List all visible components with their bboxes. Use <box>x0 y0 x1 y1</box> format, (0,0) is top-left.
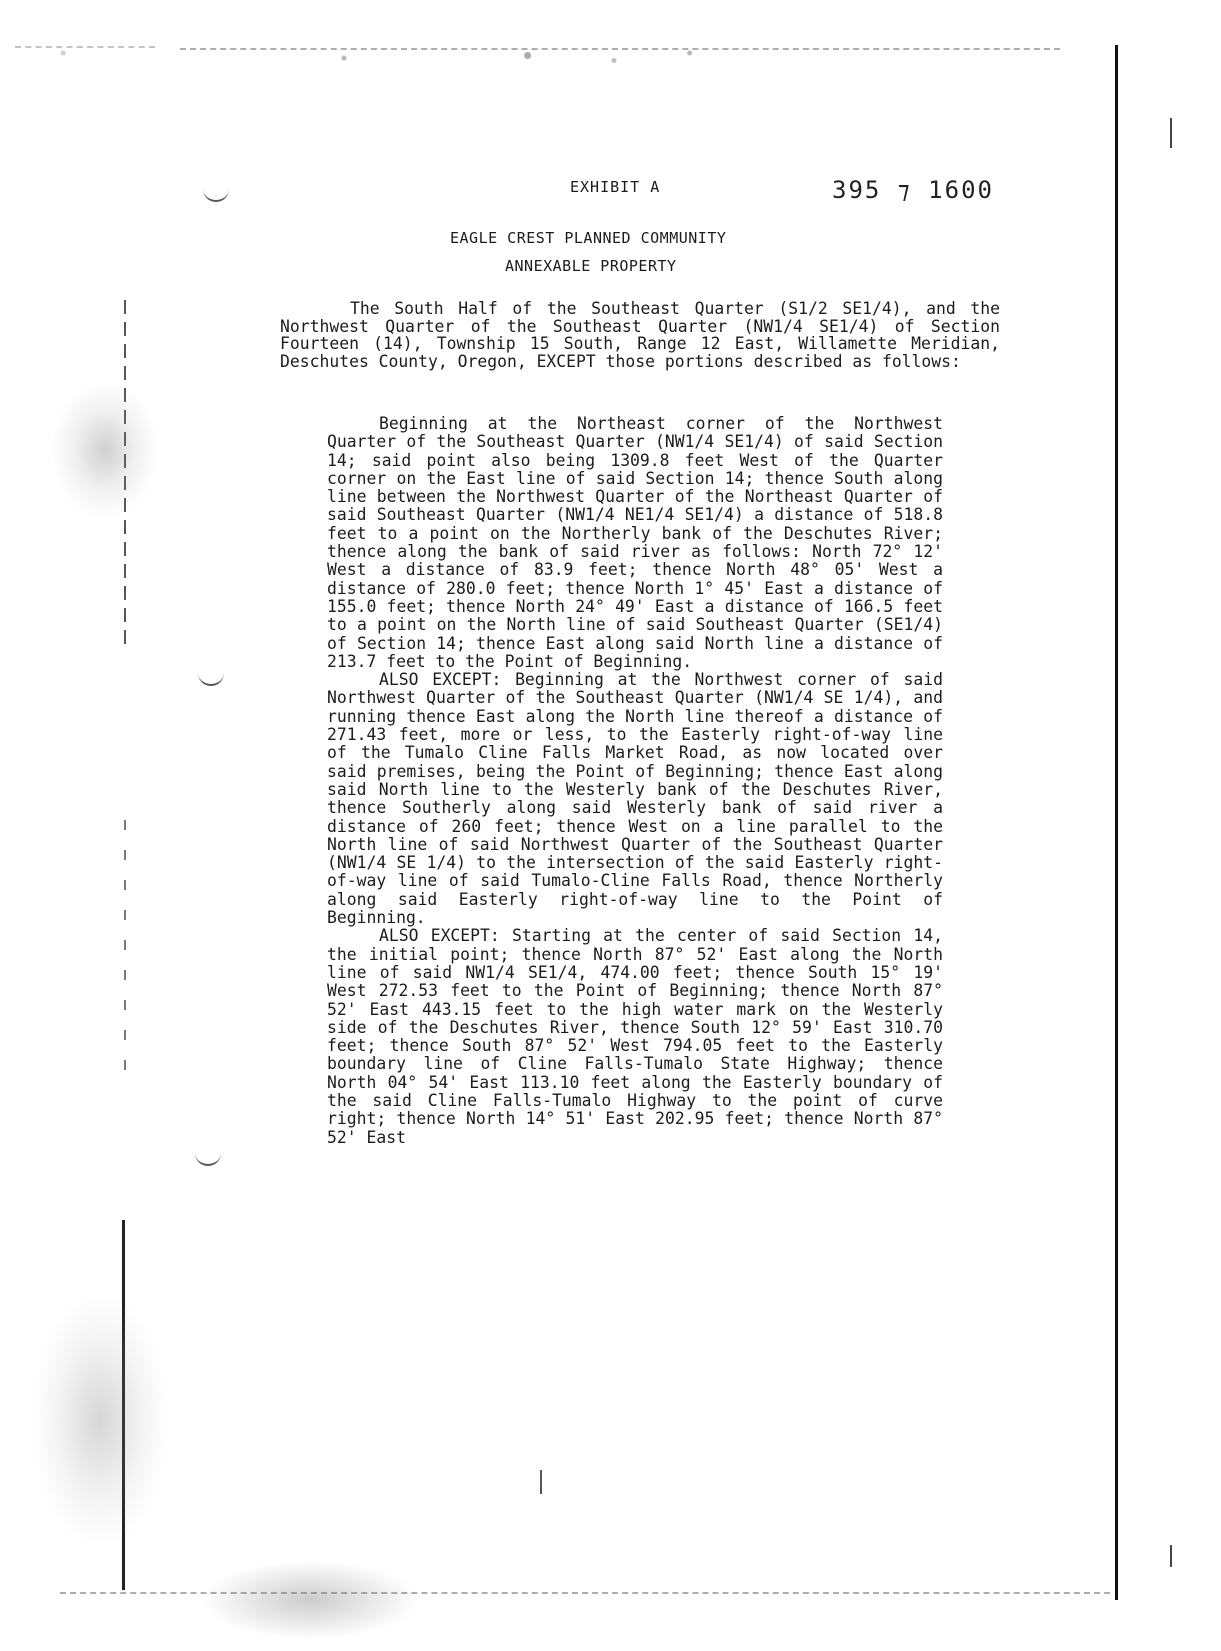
scan-edge-line-top <box>180 48 1060 50</box>
exhibit-label: EXHIBIT A <box>570 178 661 196</box>
scan-smudge <box>30 1290 170 1550</box>
document-subtitle: ANNEXABLE PROPERTY <box>505 257 677 275</box>
scan-mark <box>540 1470 542 1494</box>
binder-hole-mark <box>198 668 224 686</box>
page-edge-right <box>1115 45 1118 1600</box>
scan-noise-top <box>20 38 1100 88</box>
binder-hole-mark <box>203 184 229 202</box>
exceptions-block <box>327 415 943 1147</box>
scan-edge-line-left <box>15 46 155 48</box>
binder-hole-mark <box>195 1148 221 1166</box>
exception-paragraph: Beginning at the Northeast corner of the Northwest Quarter of the Southeast Quarter (NW1/4 SE1/4) of said Section 14; said point also being 1309.8 feet West of the Quarter corner on the East line of said Section 14; thence South along line between the Northwest Quarter of the Northeast Quarter of said Southeast Quarter (NW1/4 NE1/4 SE1/4) a distance of 518.8 feet to a point on the Northerly bank of the Deschutes River; thence along the bank of said river as follows: North 72° 12' West a distance of 83.9 feet; thence North 48° 05' West a distance of 280.0 feet; thence North 1° 45' East a distance of 155.0 feet; thence North 24° 49' East a distance of 166.5 feet to a point on the North line of said Southeast Quarter (SE1/4) of Section 14; thence East along said North line a distance of 213.7 feet to the Point of Beginning. <box>327 414 943 671</box>
recording-page-number: 395 ⁊ 1600 <box>832 176 994 204</box>
exception-paragraph: ALSO EXCEPT: Beginning at the Northwest corner of said Northwest Quarter of the Southeast Quarter (NW1/4 SE 1/4), and running thence East along the North line thereof a distance of 271.43 feet, more or less, to the Easterly right-of-way line of the Tumalo Cline Falls Market Road, as now located over said premises, being the Point of Beginning; thence East along said North line to the Westerly bank of the Deschutes River, thence Southerly along said Westerly bank of said river a distance of 260 feet; thence West on a line parallel to the North line of said Northwest Quarter of the Southeast Quarter (NW1/4 SE 1/4) to the intersection of the said Easterly right-of-way line of said Tumalo-Cline Falls Road, thence Northerly along said Easterly right-of-way line to the Point of Beginning. <box>327 670 943 928</box>
document-title: EAGLE CREST PLANNED COMMUNITY <box>450 229 727 247</box>
page-edge-left-middle <box>124 820 126 1080</box>
property-description-intro: The South Half of the Southeast Quarter (S1/2 SE1/4), and the Northwest Quarter of the Southeast Quarter (NW1/4 SE1/4) of Section Fourteen (14), Township 15 South, Range 12 East, Willamette Meridian, Deschutes County, Oregon, EXCEPT those portions described as follows: <box>280 299 1000 371</box>
scan-mark <box>1170 1545 1172 1567</box>
exception-paragraph: ALSO EXCEPT: Starting at the center of said Section 14, the initial point; thence North 87° 52' East along the North line of said NW1/4 SE1/4, 474.00 feet; thence South 15° 19' West 272.53 feet to the Point of Beginning; thence North 87° 52' East 443.15 feet to the high water mark on the Westerly side of the Deschutes River, thence South 12° 59' East 310.70 feet; thence South 87° 52' West 794.05 feet to the Easterly boundary line of Cline Falls-Tumalo State Highway; thence North 04° 54' East 113.10 feet along the Easterly boundary of the said Cline Falls-Tumalo Highway to the point of curve right; thence North 14° 51' East 202.95 feet; thence North 87° 52' East <box>327 926 943 1147</box>
scan-mark <box>1170 118 1172 148</box>
scan-smudge <box>50 380 160 520</box>
scan-smudge <box>200 1560 420 1640</box>
